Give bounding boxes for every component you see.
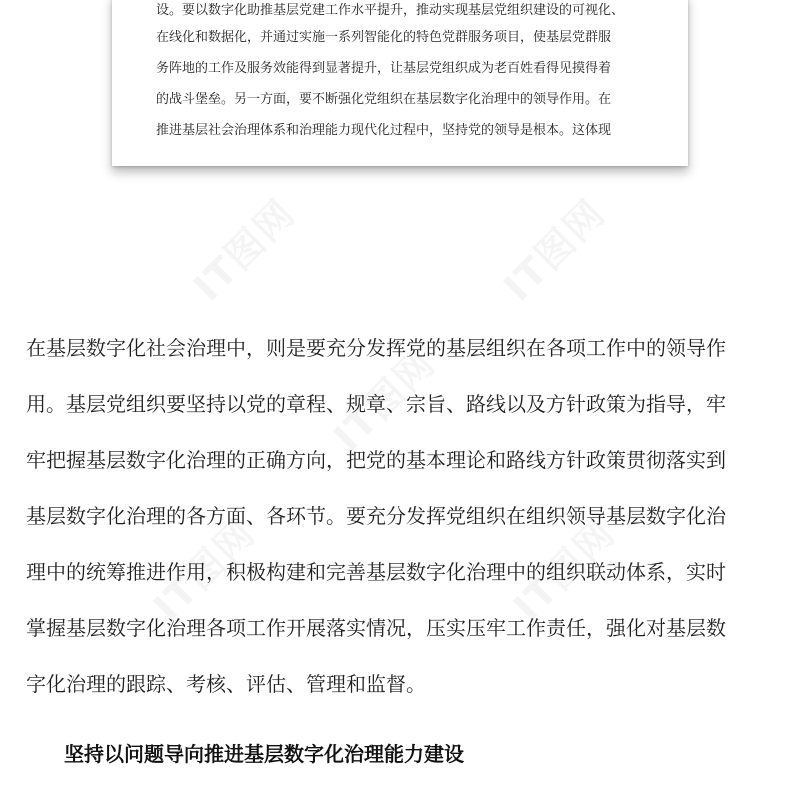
preview-line: 推进基层社会治理体系和治理能力现代化过程中，坚持党的领导是根本。这体现: [156, 123, 612, 138]
preview-line: 在线化和数据化，并通过实施一系列智能化的特色党群服务项目，使基层党群服: [156, 30, 612, 45]
document-body: [26, 320, 786, 712]
preview-line: 务阵地的工作及服务效能得到显著提升，让基层党组织成为老百姓看得见摸得着: [156, 61, 612, 76]
document-preview-card: [112, 0, 688, 166]
body-line: 用。基层党组织要坚持以党的章程、规章、宗旨、路线以及方针政策为指导，牢: [26, 392, 726, 416]
section-heading: 坚持以问题导向推进基层数字化治理能力建设: [64, 742, 464, 766]
watermark: [179, 184, 306, 311]
body-line: 掌握基层数字化治理各项工作开展落实情况，压实压牢工作责任，强化对基层数: [26, 616, 726, 640]
body-line: 在基层数字化社会治理中，则是要充分发挥党的基层组织在各项工作中的领导作: [26, 336, 726, 360]
preview-line: 的战斗堡垒。另一方面，要不断强化党组织在基层数字化治理中的领导作用。在: [156, 92, 612, 107]
preview-line: 设。要以数字化助推基层党建工作水平提升，推动实现基层党组织建设的可视化、: [156, 3, 625, 18]
document-preview-text: [156, 0, 656, 146]
body-line: 理中的统筹推进作用，积极构建和完善基层数字化治理中的组织联动体系，实时: [26, 560, 726, 584]
body-line: 字化治理的跟踪、考核、评估、管理和监督。: [26, 672, 426, 696]
watermark: [489, 184, 616, 311]
body-line: 牢把握基层数字化治理的正确方向，把党的基本理论和路线方针政策贯彻落实到: [26, 448, 726, 472]
body-line: 基层数字化治理的各方面、各环节。要充分发挥党组织在组织领导基层数字化治: [26, 504, 726, 528]
